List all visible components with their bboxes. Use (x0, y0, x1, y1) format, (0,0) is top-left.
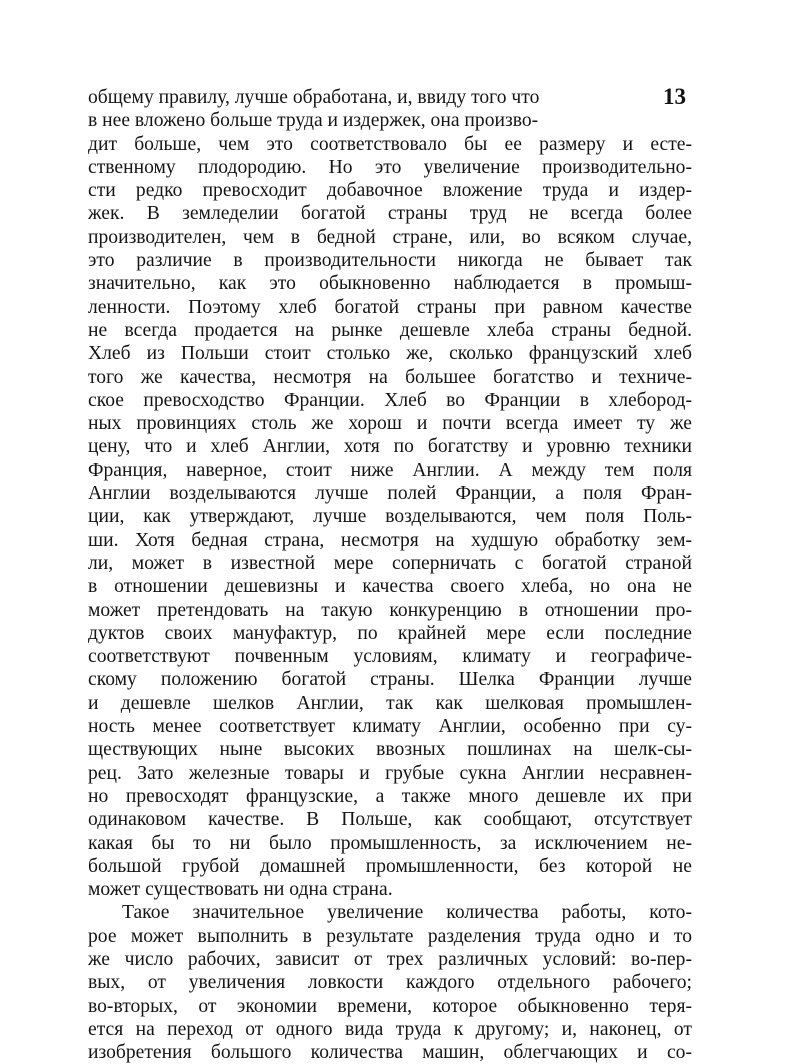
text-line: какая бы то ни было промышленность, за исключением не- (88, 832, 692, 854)
text-line: сти редко превосходит добавочное вложение труда и издер- (88, 180, 692, 202)
text-line: изобретения большого количества машин, облегчающих и со- (88, 1042, 692, 1064)
text-line: в отношении дешевизны и качества своего хлеба, но она не (88, 576, 692, 598)
text-line: большой грубой домашней промышленности, без которой не (88, 855, 692, 877)
text-line: ленности. Поэтому хлеб богатой страны при равном качестве (88, 296, 692, 318)
text-line: ское превосходство Франции. Хлеб во Франции в хлебород- (88, 389, 692, 411)
text-line: цену, что и хлеб Англии, хотя по богатству и уровню техники (88, 436, 692, 458)
text-line: Франция, наверное, стоит ниже Англии. А между тем поля (88, 459, 692, 481)
text-line: того же качества, несмотря на большее богатство и техниче- (88, 366, 692, 388)
text-line: вых, от увеличения ловкости каждого отдельного рабочего; (88, 972, 692, 994)
text-line: ственному плодородию. Но это увеличение производительно- (88, 156, 692, 178)
body-text (88, 86, 692, 1064)
text-line: но превосходят французские, а также много дешевле их при (88, 785, 692, 807)
text-line: ши. Хотя бедная страна, несмотря на худшую обработку зем- (88, 529, 692, 551)
text-line: значительно, как это обыкновенно наблюдается в промыш- (88, 273, 692, 295)
text-line: дит больше, чем это соответствовало бы ее размеру и есте- (88, 133, 692, 155)
text-line: же число рабочих, зависит от трех различных условий: во-пер- (88, 948, 692, 970)
page-number: 13 (663, 84, 686, 109)
text-line: одинаковом качестве. В Польше, как сообщают, отсутствует (88, 809, 692, 831)
text-line: ществующих ныне высоких ввозных пошлинах на шелк-сы- (88, 739, 692, 761)
text-line: ется на переход от одного вида труда к другому; и, наконец, от (88, 1018, 692, 1040)
text-line: ции, как утверждают, лучше возделываются, чем поля Поль- (88, 506, 692, 528)
text-line: ли, может в известной мере соперничать с богатой страной (88, 552, 692, 574)
text-line: не всегда продается на рынке дешевле хлеба страны бедной. (88, 319, 692, 341)
text-line: соответствуют почвенным условиям, климату и географиче- (88, 646, 692, 668)
text-line: может претендовать на такую конкуренцию в отношении про- (88, 599, 692, 621)
text-line: Хлеб из Польши стоит столько же, сколько французский хлеб (88, 343, 692, 365)
text-line: скому положению богатой страны. Шелка Франции лучше (88, 669, 692, 691)
text-line: общему правилу, лучше обработана, и, ввиду того что (88, 87, 540, 108)
text-line: производителен, чем в бедной стране, или, во всяком случае, (88, 226, 692, 248)
text-line: Такое значительное увеличение количества работы, кото- (122, 902, 692, 924)
text-line: ных провинциях столь же хорош и почти всегда имеет ту же (88, 413, 692, 435)
text-line: во-вторых, от экономии времени, которое обыкновенно теря- (88, 995, 692, 1017)
text-line: в нее вложено больше труда и издержек, она произво- (88, 110, 539, 132)
text-line: ность менее соответствует климату Англии, особенно при су- (88, 716, 692, 738)
text-line: и дешевле шелков Англии, так как шелковая промышлен- (88, 692, 692, 714)
text-line: рое может выполнить в результате разделения труда одно и то (88, 925, 692, 947)
text-line: рец. Зато железные товары и грубые сукна Англии несравнен- (88, 762, 692, 784)
text-line: Англии возделываются лучше полей Франции, а поля Фран- (88, 483, 692, 505)
text-line: это различие в производительности никогда не бывает так (88, 250, 692, 272)
text-line: может существовать ни одна страна. (88, 879, 393, 901)
text-line: дуктов своих мануфактур, по крайней мере если последние (88, 622, 692, 644)
text-line: жек. В земледелии богатой страны труд не всегда более (88, 203, 692, 225)
